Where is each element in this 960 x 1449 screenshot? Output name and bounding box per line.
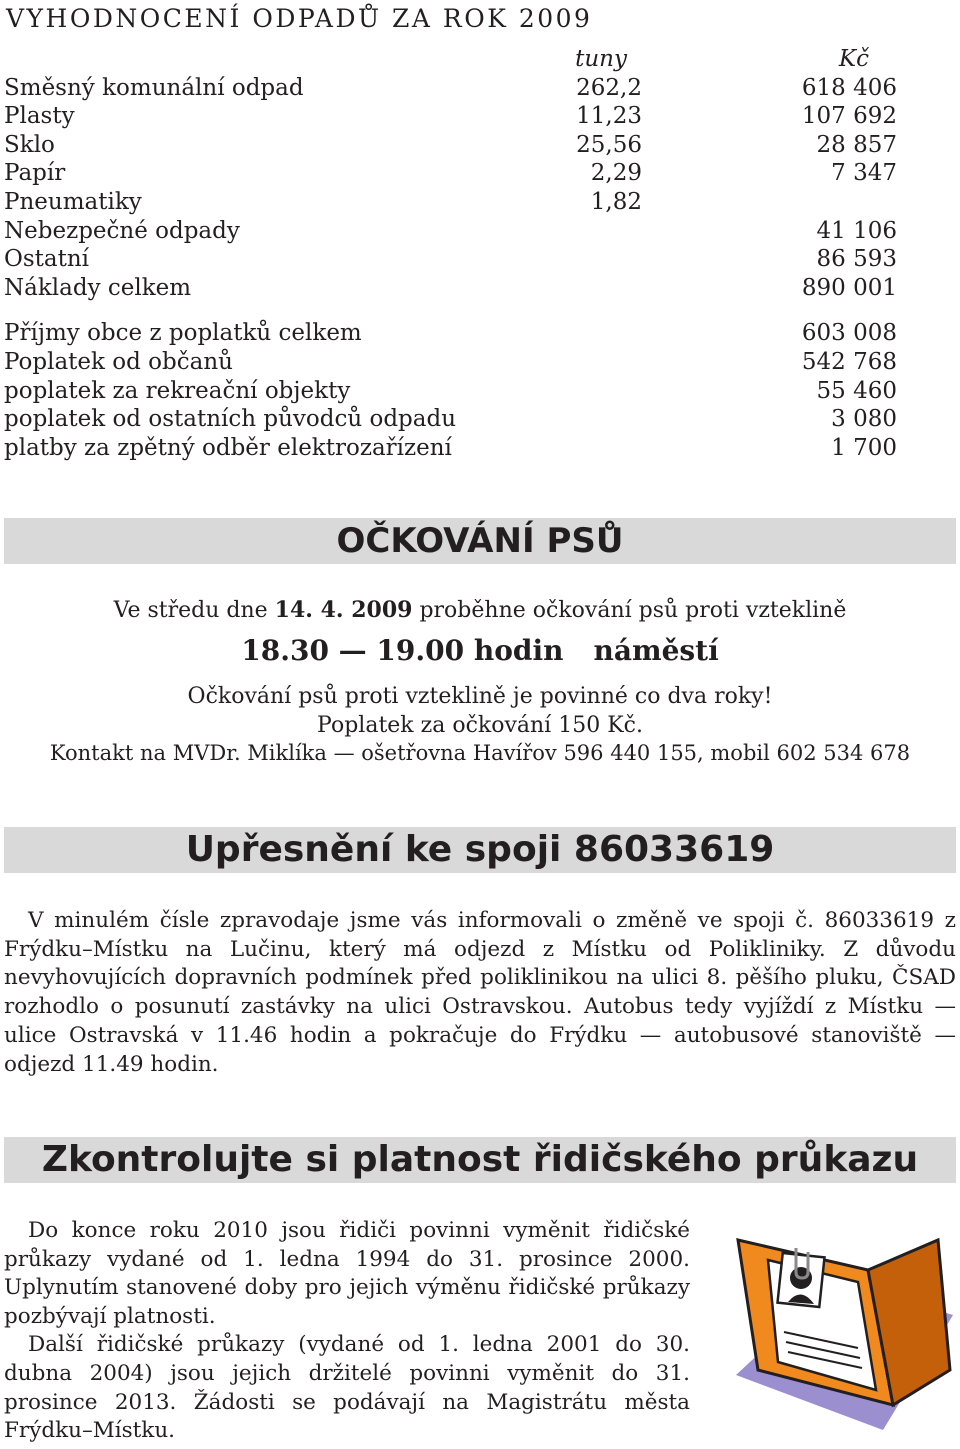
income-czk: 542 768 <box>801 348 897 375</box>
row-label: Papír <box>4 160 66 187</box>
income-row <box>4 405 897 434</box>
row-tons: 25,56 <box>576 131 642 158</box>
row-label: Směsný komunální odpad <box>4 74 304 101</box>
row-czk: 86 593 <box>816 246 897 273</box>
income-row <box>4 377 897 406</box>
license-text <box>4 1217 690 1446</box>
row-czk: 7 347 <box>831 160 897 187</box>
row-czk: 618 406 <box>801 74 897 101</box>
row-tons: 2,29 <box>590 160 642 187</box>
waste-table-header <box>4 45 897 74</box>
vaccination-line3: Očkování psů proti vzteklině je povinné co dva roky! <box>187 684 773 709</box>
license-heading: Zkontrolujte si platnost řidičského průkazu <box>4 1137 956 1183</box>
row-label: Nebezpečné odpady <box>4 217 240 244</box>
vaccination-line4: Poplatek za očkování 150 Kč. <box>317 713 643 738</box>
license-paragraph-1: Do konce roku 2010 jsou řidiči povinni vyměnit řidičské průkazy vydané od 1. ledna 1994 do 31. prosince 2000. Uplynutím stanovené doby pro jejich výměnu řidičské průkazy pozbývají platnosti. <box>4 1218 690 1329</box>
row-czk: 890 001 <box>801 274 897 301</box>
income-label: Příjmy obce z poplatků celkem <box>4 320 362 347</box>
bus-paragraph <box>4 907 956 1079</box>
table-row <box>4 217 897 246</box>
income-label: poplatek od ostatních původců odpadu <box>4 406 457 433</box>
vaccination-line1-suffix: proběhne očkování psů proti vzteklině <box>412 598 847 623</box>
income-row <box>4 348 897 377</box>
vaccination-time: 18.30 — 19.00 hodin <box>241 634 564 667</box>
income-czk: 3 080 <box>831 406 897 433</box>
waste-title: VYHODNOCENÍ ODPADŮ ZA ROK 2009 <box>6 4 593 33</box>
row-czk: 107 692 <box>801 103 897 130</box>
table-row <box>4 74 897 103</box>
vaccination-contact: Kontakt na MVDr. Miklíka — ošetřovna Havířov 596 440 155, mobil 602 534 678 <box>49 741 911 765</box>
col-tons-header: tuny <box>575 46 627 72</box>
table-row <box>4 188 897 217</box>
row-label: Sklo <box>4 131 55 158</box>
table-row <box>4 159 897 188</box>
income-czk: 55 460 <box>816 377 897 404</box>
row-label: Plasty <box>4 103 75 130</box>
income-row <box>4 319 897 348</box>
income-label: platby za zpětný odběr elektrozařízení <box>4 434 452 461</box>
folder-document-icon <box>718 1220 958 1445</box>
vaccination-date: 14. 4. 2009 <box>274 597 413 623</box>
income-label: Poplatek od občanů <box>4 348 233 375</box>
vaccination-heading: OČKOVÁNÍ PSŮ <box>4 518 956 564</box>
table-row-total <box>4 274 897 303</box>
row-label: Náklady celkem <box>4 274 192 301</box>
vaccination-line1 <box>0 597 960 623</box>
row-czk: 28 857 <box>816 131 897 158</box>
bus-heading: Upřesnění ke spoji 86033619 <box>4 827 956 873</box>
income-label: poplatek za rekreační objekty <box>4 377 351 404</box>
bus-text: V minulém čísle zpravodaje jsme vás informovali o změně ve spoji č. 86033619 z Frýdku–Místku na Lučinu, který má odjezd z Místku od Polikliniky. Z důvodu nevyhovujících dopravních podmínek před poliklinikou na ulici 8. pěšího pluku, ČSAD rozhodlo o posunutí zastávky na ulici Ostravskou. Autobus tedy vyjíždí z Místku — ulice Ostravská v 11.46 hodin a pokračuje do Frýdku — autobusové stanoviště — odjezd 11.49 hodin. <box>4 908 956 1077</box>
row-label: Ostatní <box>4 246 90 273</box>
vaccination-line1-prefix: Ve středu dne <box>113 598 275 623</box>
table-row <box>4 131 897 160</box>
table-row <box>4 245 897 274</box>
row-tons: 11,23 <box>576 103 642 130</box>
license-paragraph-2: Další řidičské průkazy (vydané od 1. ledna 2001 do 30. dubna 2004) jsou jejich držitelé povinni vyměnit do 31. prosince 2013. Žádosti se podávají na Magistrátu města Frýdku–Místku. <box>4 1332 690 1444</box>
row-tons: 262,2 <box>576 74 642 101</box>
row-czk: 41 106 <box>816 217 897 244</box>
row-tons: 1,82 <box>590 188 642 215</box>
income-row <box>4 434 897 463</box>
waste-table <box>4 45 897 462</box>
table-row <box>4 102 897 131</box>
vaccination-time-place <box>0 634 960 667</box>
income-czk: 1 700 <box>831 434 897 461</box>
col-czk-header: Kč <box>838 46 869 72</box>
row-label: Pneumatiky <box>4 188 142 215</box>
vaccination-place: náměstí <box>593 634 719 667</box>
income-czk: 603 008 <box>801 320 897 347</box>
